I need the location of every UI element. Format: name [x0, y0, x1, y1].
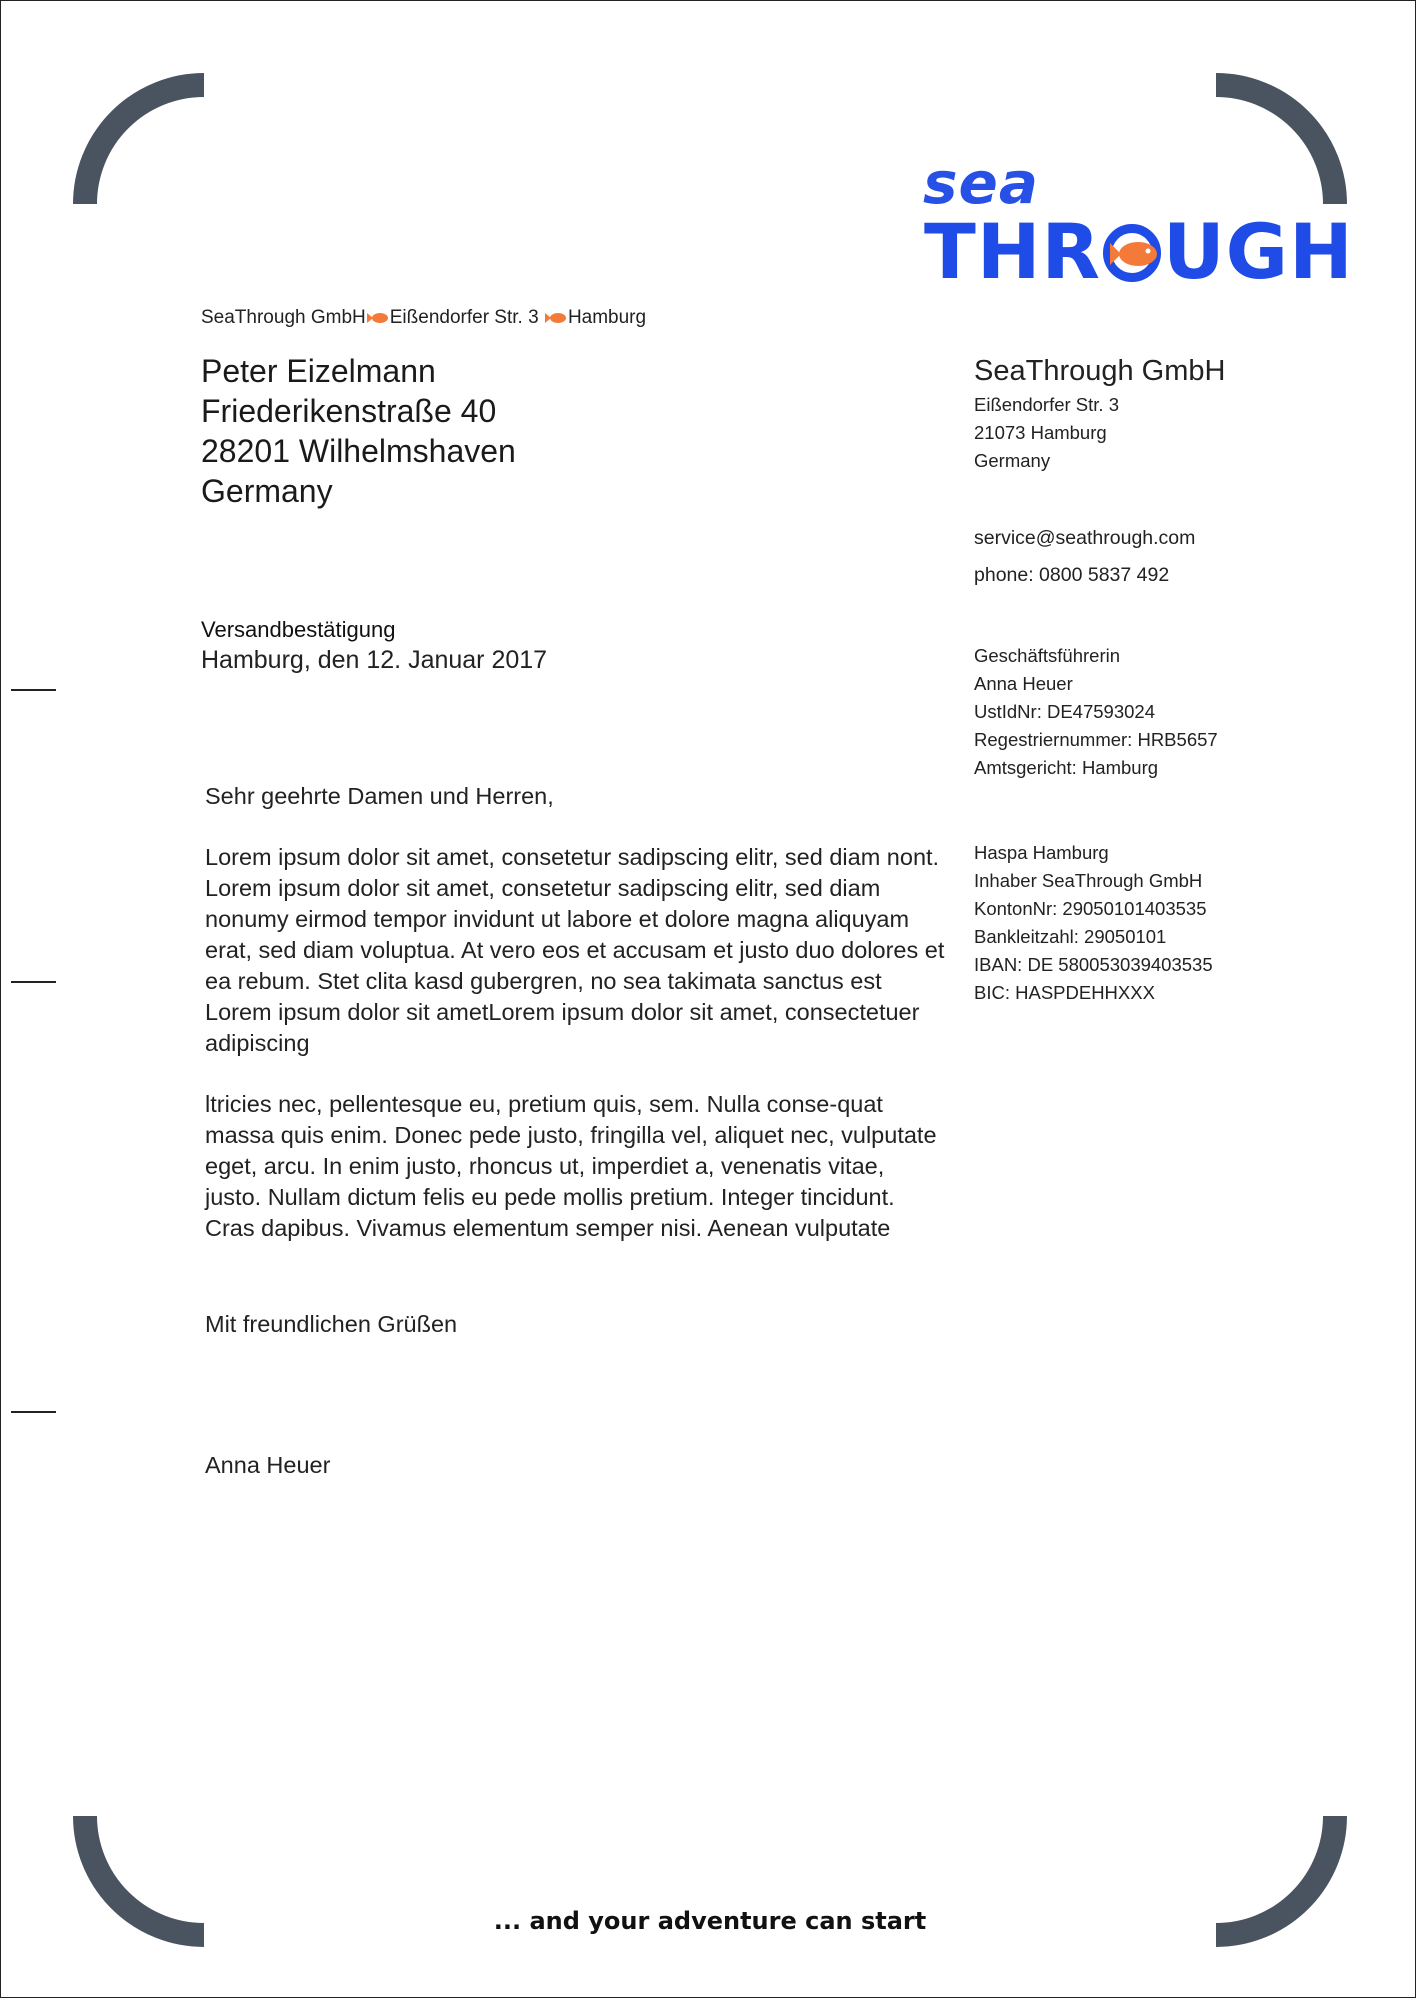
fold-mark-middle: [11, 981, 56, 983]
sidebar-bank-name: Haspa Hamburg: [974, 842, 1109, 863]
corner-bracket-top-left: [73, 73, 213, 213]
sidebar-address: [974, 391, 1119, 475]
recipient-city: 28201 Wilhelmshaven: [201, 433, 516, 469]
logo-fish-o: [1103, 224, 1161, 282]
recipient-address: [201, 351, 516, 511]
logo-sea-text: sea: [923, 149, 1039, 217]
sender-company: SeaThrough GmbH: [201, 307, 366, 328]
sidebar-street: Eißendorfer Str. 3: [974, 394, 1119, 415]
recipient-country: Germany: [201, 473, 333, 509]
signature-name: Anna Heuer: [205, 1452, 331, 1478]
sidebar-iban: IBAN: DE 580053039403535: [974, 954, 1213, 975]
sidebar-bank: [974, 839, 1213, 1007]
fish-icon: [545, 312, 567, 324]
sidebar-company-name: SeaThrough GmbH: [974, 355, 1226, 387]
footer-tagline: ... and your adventure can start: [493, 1907, 927, 1935]
sidebar-ceo-name: Anna Heuer: [974, 673, 1073, 694]
sidebar-country: Germany: [974, 450, 1051, 471]
sidebar-vat: UstIdNr: DE47593024: [974, 701, 1155, 722]
logo-through-part1: THR: [924, 207, 1101, 296]
sidebar-bic: BIC: HASPDEHHXXX: [974, 982, 1155, 1003]
sender-city: Hamburg: [567, 307, 647, 328]
sidebar-email[interactable]: service@seathrough.com: [974, 527, 1196, 549]
sidebar-contact: [974, 520, 1195, 594]
body-paragraph-1: Lorem ipsum dolor sit amet, consetetur sadipscing elitr, sed diam nont. Lorem ipsum dolor sit amet, consetetur sadipscing elitr, sed diam nonumy eirmod tempor invidunt ut labore et dolore magna aliquyam erat, sed diam voluptua. At vero eos et accusam et justo duo dolores et ea rebum. Stet clita kasd gubergren, no sea takimata sanctus est Lorem ipsum dolor sit ametLorem ipsum dolor sit amet, consectetuer adipiscing: [205, 844, 945, 1056]
sender-return-line: [201, 307, 646, 329]
sidebar-account-holder: Inhaber SeaThrough GmbH: [974, 870, 1203, 891]
logo-through-text: [924, 207, 1354, 296]
closing: Mit freundlichen Grüßen: [205, 1311, 458, 1337]
fish-icon: [1108, 238, 1164, 270]
recipient-name: Peter Eizelmann: [201, 353, 436, 389]
body-paragraph-2: ltricies nec, pellentesque eu, pretium quis, sem. Nulla conse-quat massa quis enim. Donec pede justo, fringilla vel, aliquet nec, vulputate eget, arcu. In enim justo, rhoncus ut, imperdiet a, venenatis vitae, justo. Nullam dictum felis eu pede mollis pretium. Integer tincidunt. Cras dapibus. Vivamus elementum semper nisi. Aenean vulputate: [205, 1091, 937, 1241]
sidebar-ceo-label: Geschäftsführerin: [974, 645, 1121, 666]
company-logo: [919, 149, 1354, 296]
fish-icon: [367, 312, 389, 324]
sidebar-bank-code: Bankleitzahl: 29050101: [974, 926, 1167, 947]
sidebar-registry: Regestriernummer: HRB5657: [974, 729, 1218, 750]
logo-through-part2: UGH: [1162, 207, 1354, 296]
sidebar-court: Amtsgericht: Hamburg: [974, 757, 1159, 778]
sidebar-city: 21073 Hamburg: [974, 422, 1107, 443]
letter-subject: Versandbestätigung: [201, 617, 396, 642]
sender-street: Eißendorfer Str. 3: [389, 307, 539, 328]
letter-body: [205, 781, 945, 1274]
salutation: Sehr geehrte Damen und Herren,: [205, 783, 554, 809]
recipient-street: Friederikenstraße 40: [201, 393, 497, 429]
sidebar-legal: [974, 642, 1218, 782]
sidebar-phone: phone: 0800 5837 492: [974, 564, 1170, 586]
fold-mark-bottom: [11, 1411, 56, 1413]
letter-date: Hamburg, den 12. Januar 2017: [201, 646, 548, 674]
sidebar-account-number: KontonNr: 29050101403535: [974, 898, 1207, 919]
fold-mark-top: [11, 689, 56, 691]
